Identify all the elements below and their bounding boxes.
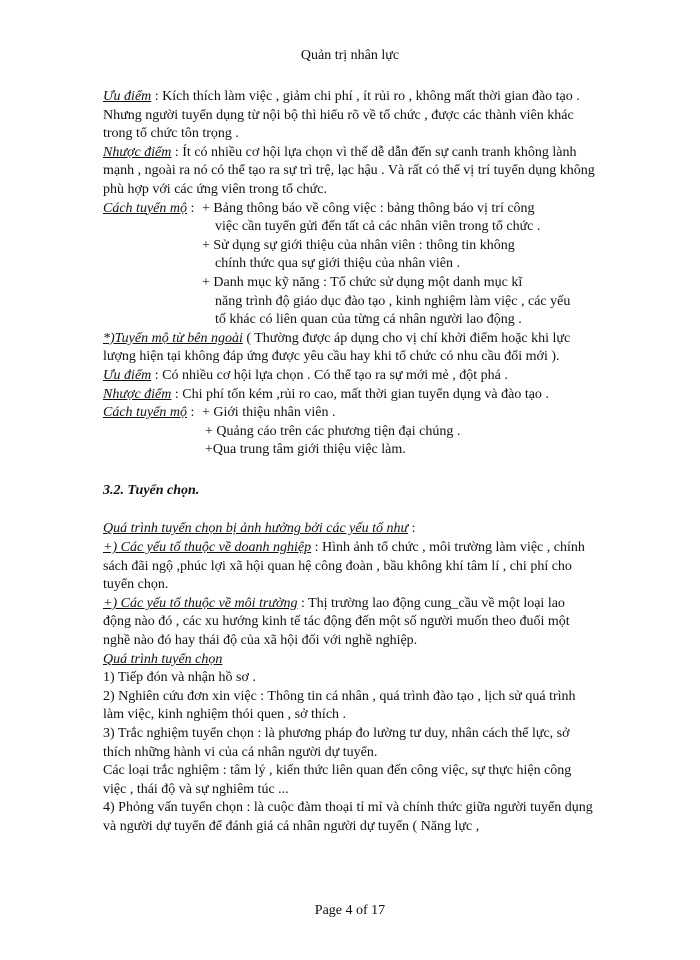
method-item: + Giới thiệu nhân viên . xyxy=(202,405,336,421)
step-item: 4) Phỏng vấn tuyển chọn : là cuộc đàm thoại tỉ mỉ và chính thức giữa người tuyển dụng và người dự tuyển để đánh giá cá nhân người dự tuyển ( Năng lực , xyxy=(103,800,593,834)
document-body xyxy=(103,88,595,837)
internal-advantages xyxy=(103,88,595,144)
method-item xyxy=(202,274,595,330)
org-factors-text: : Hình ảnh tổ chức , môi trường làm việc , chính sách đãi ngộ ,phúc lợi xã hội quan hệ công đoàn , bầu không khí tâm lí , chi phí cho tuyển chọn. xyxy=(103,540,585,593)
external-title xyxy=(103,330,595,367)
factors-title xyxy=(103,520,595,539)
method-bullet: + Bảng thông báo về công việc : bảng thông báo vị trí công xyxy=(202,200,535,216)
step-item: 2) Nghiên cứu đơn xin việc : Thông tin cá nhân , quá trình đào tạo , lịch sử quá trình làm việc, kinh nghiệm thói quen , sở thích . xyxy=(103,688,576,723)
methods-label: Cách tuyển mộ xyxy=(103,405,187,421)
external-disadvantages xyxy=(103,386,595,405)
method-cont: chính thức qua sự giới thiệu của nhân viên . xyxy=(215,256,460,272)
method-cont: năng trình độ giáo dục đào tạo , kinh nghiệm làm việc , các yếu tố khác có liên quan của từng cá nhân người lao động . xyxy=(215,293,571,328)
env-factors xyxy=(103,595,595,651)
method-item: + Quảng cáo trên các phương tiện đại chúng . xyxy=(205,423,461,439)
external-title-text: ( Thường được áp dụng cho vị chí khởi điểm hoặc khi lực lượng hiện tại không đáp ứng được yêu cầu hay khi tổ chức có nhu cầu đổi mới ). xyxy=(103,330,571,365)
factors-title-label: Quá trình tuyển chọn bị ảnh hưởng bởi các yếu tố như xyxy=(103,521,409,537)
step-item: 3) Trắc nghiệm tuyển chọn : là phương pháp đo lường tư duy, nhân cách thể lực, sở thích những hành vi của cá nhân người dự tuyển. xyxy=(103,726,570,760)
external-title-label: *)Tuyển mộ từ bên ngoài xyxy=(103,330,243,346)
disadvantages-text: : Ít có nhiều cơ hội lựa chọn vì thế dễ dẫn đến sự canh tranh không lành mạnh , ngoài ra nó có thể tạo ra sự trì trệ, lạc hậu . Và rất có thể vị trí tuyển dụng không phù hợp với các ứng viên trong tổ chức. xyxy=(103,144,595,197)
org-factors xyxy=(103,539,595,595)
page-header: Quản trị nhân lực xyxy=(300,48,400,63)
factors-title-tail: : xyxy=(408,521,416,537)
internal-disadvantages xyxy=(103,144,595,200)
section-heading: 3.2. Tuyển chọn. xyxy=(103,482,200,498)
advantages-text: : Có nhiều cơ hội lựa chọn . Có thể tạo ra sự mới mẻ , đột phá . xyxy=(151,367,508,383)
internal-methods xyxy=(103,200,595,330)
method-bullet: + Sử dụng sự giới thiệu của nhân viên : thông tin không xyxy=(202,237,515,253)
method-bullet: + Danh mục kỹ năng : Tổ chức sử dụng một danh mục kĩ xyxy=(202,274,523,290)
disadvantages-text: : Chi phí tốn kém ,rủi ro cao, mất thời gian tuyển dụng và đào tạo . xyxy=(171,386,549,402)
method-item xyxy=(202,237,595,274)
disadvantages-label: Nhược điểm xyxy=(103,386,172,402)
org-factors-label: +) Các yếu tố thuộc về doanh nghiệp xyxy=(103,540,312,556)
advantages-label: Ưu điểm xyxy=(103,367,152,383)
advantages-text: : Kích thích làm việc , giảm chi phí , ít rủi ro , không mất thời gian đào tạo . Nhưng người tuyển dụng từ nội bộ thì hiểu rõ về tổ chức , được các thành viên khác trong tổ chức tôn trọng . xyxy=(103,89,580,142)
method-item: +Qua trung tâm giới thiệu việc làm. xyxy=(205,442,406,458)
external-methods xyxy=(103,404,595,460)
method-cont: việc cần tuyển gửi đến tất cả các nhân viên trong tổ chức . xyxy=(215,219,541,235)
step-item: 1) Tiếp đón và nhận hồ sơ . xyxy=(103,670,256,686)
env-factors-label: +) Các yếu tố thuộc về môi trường xyxy=(103,595,298,611)
disadvantages-label: Nhược điểm xyxy=(103,144,172,160)
process-title xyxy=(103,651,595,670)
advantages-label: Ưu điểm xyxy=(103,89,152,104)
env-factors-text: : Thị trường lao động cung_cầu về một loại lao động nào đó , các xu hướng kinh tế tác động đến một số người muốn theo đuổi một nghề nào đó hay thái độ của xã hội đối với nghề nghiệp. xyxy=(103,595,570,649)
methods-label: Cách tuyển mộ xyxy=(103,200,187,216)
step-item: Các loại trắc nghiệm : tâm lý , kiến thức liên quan đến công việc, sự thực hiện công việc , thái độ và sự nghiêm túc ... xyxy=(103,763,572,797)
external-advantages xyxy=(103,367,595,386)
page-footer: Page 4 of 17 xyxy=(314,903,386,918)
methods-sep: : xyxy=(186,200,195,216)
methods-sep: : xyxy=(186,405,195,421)
process-title-label: Quá trình tuyển chọn xyxy=(103,651,223,667)
method-item xyxy=(202,200,595,237)
